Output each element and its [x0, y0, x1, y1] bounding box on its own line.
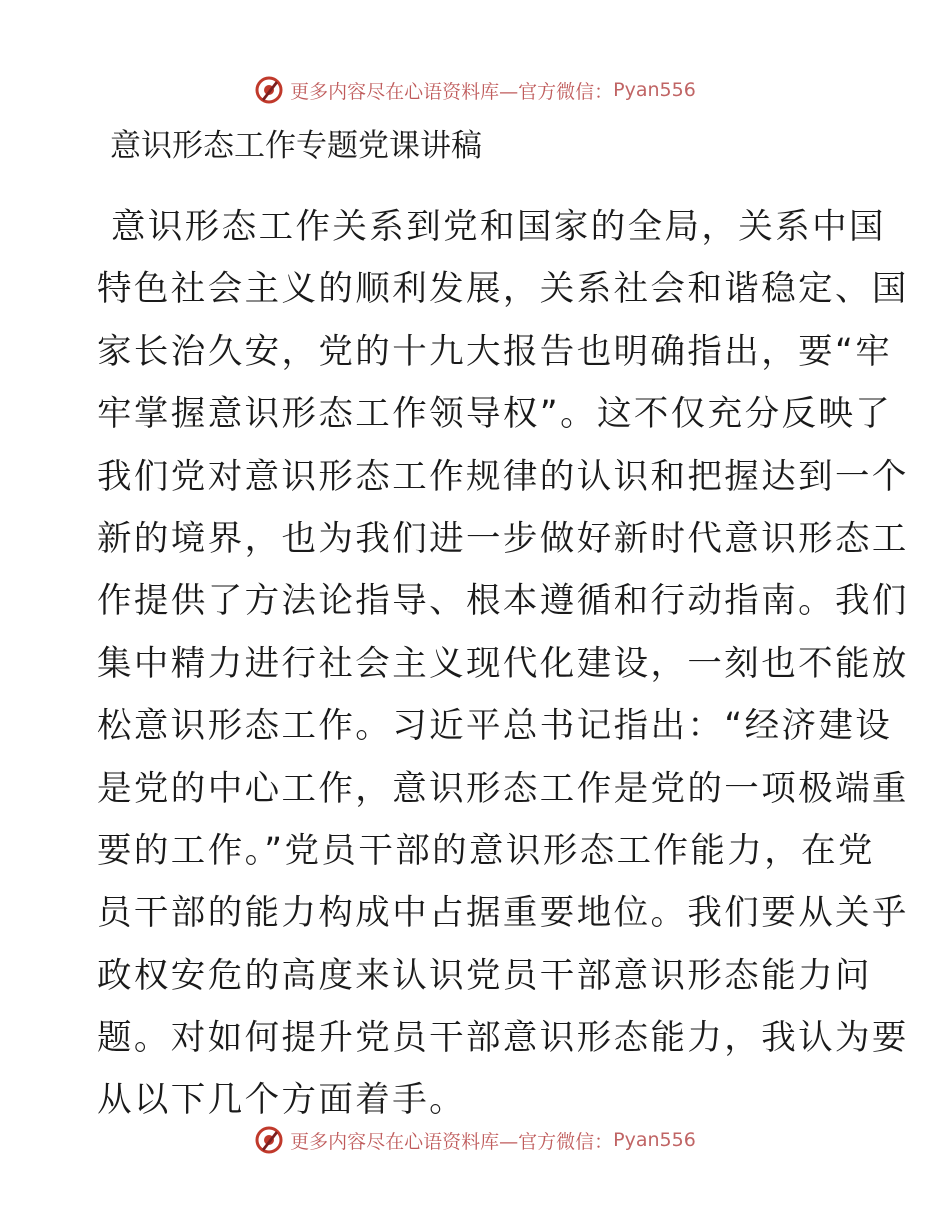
body-line: 牢掌握意识形态工作领导权”。这不仅充分反映了	[97, 394, 893, 435]
document-title: 意识形态工作专题党课讲稿	[110, 128, 482, 164]
body-line: 松意识形态工作。习近平总书记指出：“经济建设	[97, 706, 893, 747]
body-line: 是党的中心工作，意识形态工作是党的一项极端重	[97, 768, 909, 809]
header-watermark	[0, 70, 950, 110]
watermark-text: 更多内容尽在心语资料库—官方微信：	[290, 80, 614, 103]
document-body	[97, 196, 909, 1132]
quill-pen-logo-icon	[254, 75, 284, 105]
body-line: 我们党对意识形态工作规律的认识和把握达到一个	[97, 456, 909, 497]
watermark-account: Pyan556	[613, 1129, 696, 1151]
body-line: 员干部的能力构成中占据重要地位。我们要从关乎	[97, 893, 909, 934]
body-line: 题。对如何提升党员干部意识形态能力，我认为要	[97, 1018, 909, 1059]
quill-pen-logo-icon	[254, 1125, 284, 1155]
body-line: 要的工作。”党员干部的意识形态工作能力，在党	[97, 830, 875, 871]
watermark-text: 更多内容尽在心语资料库—官方微信：	[290, 1130, 614, 1153]
body-line: 意识形态工作关系到党和国家的全局，关系中国	[111, 207, 886, 247]
body-line: 从以下几个方面着手。	[97, 1080, 466, 1121]
footer-watermark	[0, 1120, 950, 1160]
body-line: 政权安危的高度来认识党员干部意识形态能力问	[97, 955, 872, 996]
body-line: 家长治久安，党的十九大报告也明确指出，要“牢	[97, 331, 893, 372]
body-line: 集中精力进行社会主义现代化建设，一刻也不能放	[97, 643, 909, 684]
body-line: 作提供了方法论指导、根本遵循和行动指南。我们	[97, 581, 909, 622]
watermark-account: Pyan556	[613, 79, 696, 101]
body-line: 新的境界，也为我们进一步做好新时代意识形态工	[97, 518, 909, 559]
body-line: 特色社会主义的顺利发展，关系社会和谐稳定、国	[97, 269, 909, 310]
